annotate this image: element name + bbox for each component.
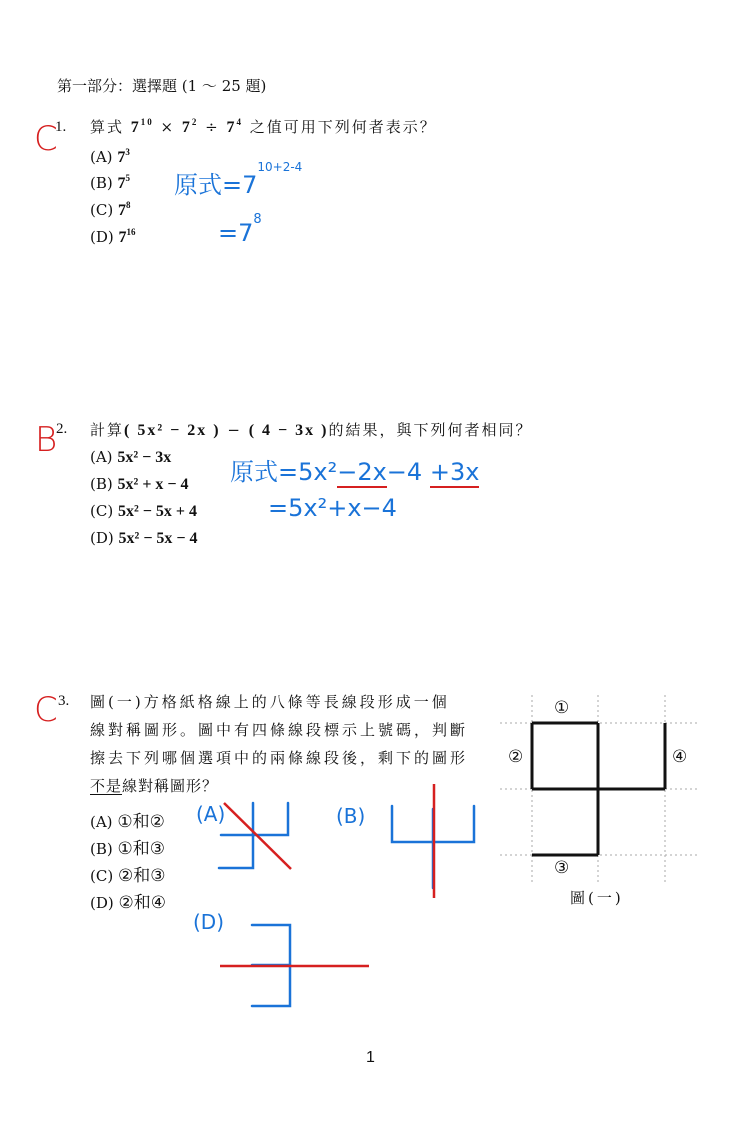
- q3-handwritten-answer: C: [34, 690, 58, 730]
- q3-number: 3.: [58, 693, 70, 709]
- q3-stem-line1: 圖(一)方格紙格線上的八條等長線段形成一個: [90, 693, 450, 711]
- label-segment-3: ③: [554, 858, 570, 878]
- page-number: 1: [366, 1049, 375, 1066]
- sketch-a-shape: [219, 803, 288, 868]
- q1-handwritten-line1: 原式$=7^{10+2-4}$: [174, 160, 303, 199]
- q1-stem: 算式 $7^{10} \times 7^2 \div 7^4$ 之值可用下列何者表示？: [90, 117, 437, 136]
- q2-number: 2.: [56, 421, 68, 437]
- q1-handwritten-line2: $=7^8$: [218, 212, 262, 247]
- label-segment-4: ④: [672, 747, 688, 767]
- label-segment-2: ②: [508, 747, 524, 767]
- q2-option-b: (B) 5x² + x − 4: [90, 475, 189, 493]
- q3-stem-line3: 擦去下列哪個選項中的兩條線段後，剩下的圖形: [90, 749, 469, 767]
- q3-stem-line4: 不是線對稱圖形？: [90, 777, 219, 795]
- q1-handwritten-answer: C: [34, 119, 58, 159]
- q2-handwritten-line1: 原式=5x²−2x−4 +3x: [230, 458, 480, 486]
- figure-caption: 圖(一): [570, 889, 624, 907]
- q2-handwritten-answer: B: [35, 420, 58, 460]
- q1-option-b: (B) $7^5$: [90, 173, 131, 192]
- q2-option-c: (C) 5x² − 5x + 4: [90, 502, 197, 520]
- section-title: 第一部分：選擇題 (1 ～ 25 題): [57, 77, 267, 95]
- q2-option-d: (D) 5x² − 5x − 4: [90, 529, 198, 547]
- q1-option-c: (C) $7^8$: [90, 200, 131, 219]
- q3-stem-line2: 線對稱圖形。圖中有四條線段標示上號碼，判斷: [90, 721, 469, 739]
- q3-option-d: (D) ②和④: [90, 893, 166, 913]
- q1-option-d: (D) $7^{16}$: [90, 227, 136, 246]
- q1-number: 1.: [55, 119, 67, 135]
- q1-option-a: (A) $7^3$: [90, 147, 130, 166]
- q2-stem: 計算( 5x² − 2x ) − ( 4 − 3x )的結果，與下列何者相同？: [90, 421, 533, 439]
- label-segment-1: ①: [554, 698, 570, 718]
- q2-option-a: (A) 5x² − 3x: [90, 448, 172, 466]
- q3-option-b: (B) ①和③: [90, 839, 165, 859]
- q2-handwritten-line2: =5x²+x−4: [268, 494, 397, 522]
- sketch-label-a: (A): [196, 802, 226, 826]
- q3-option-c: (C) ②和③: [90, 866, 166, 886]
- q3-option-a: (A) ①和②: [90, 812, 165, 832]
- sketch-label-d: (D): [193, 910, 225, 934]
- sketch-label-b: (B): [336, 804, 366, 828]
- q3-emphasis-not: 不是: [90, 777, 123, 795]
